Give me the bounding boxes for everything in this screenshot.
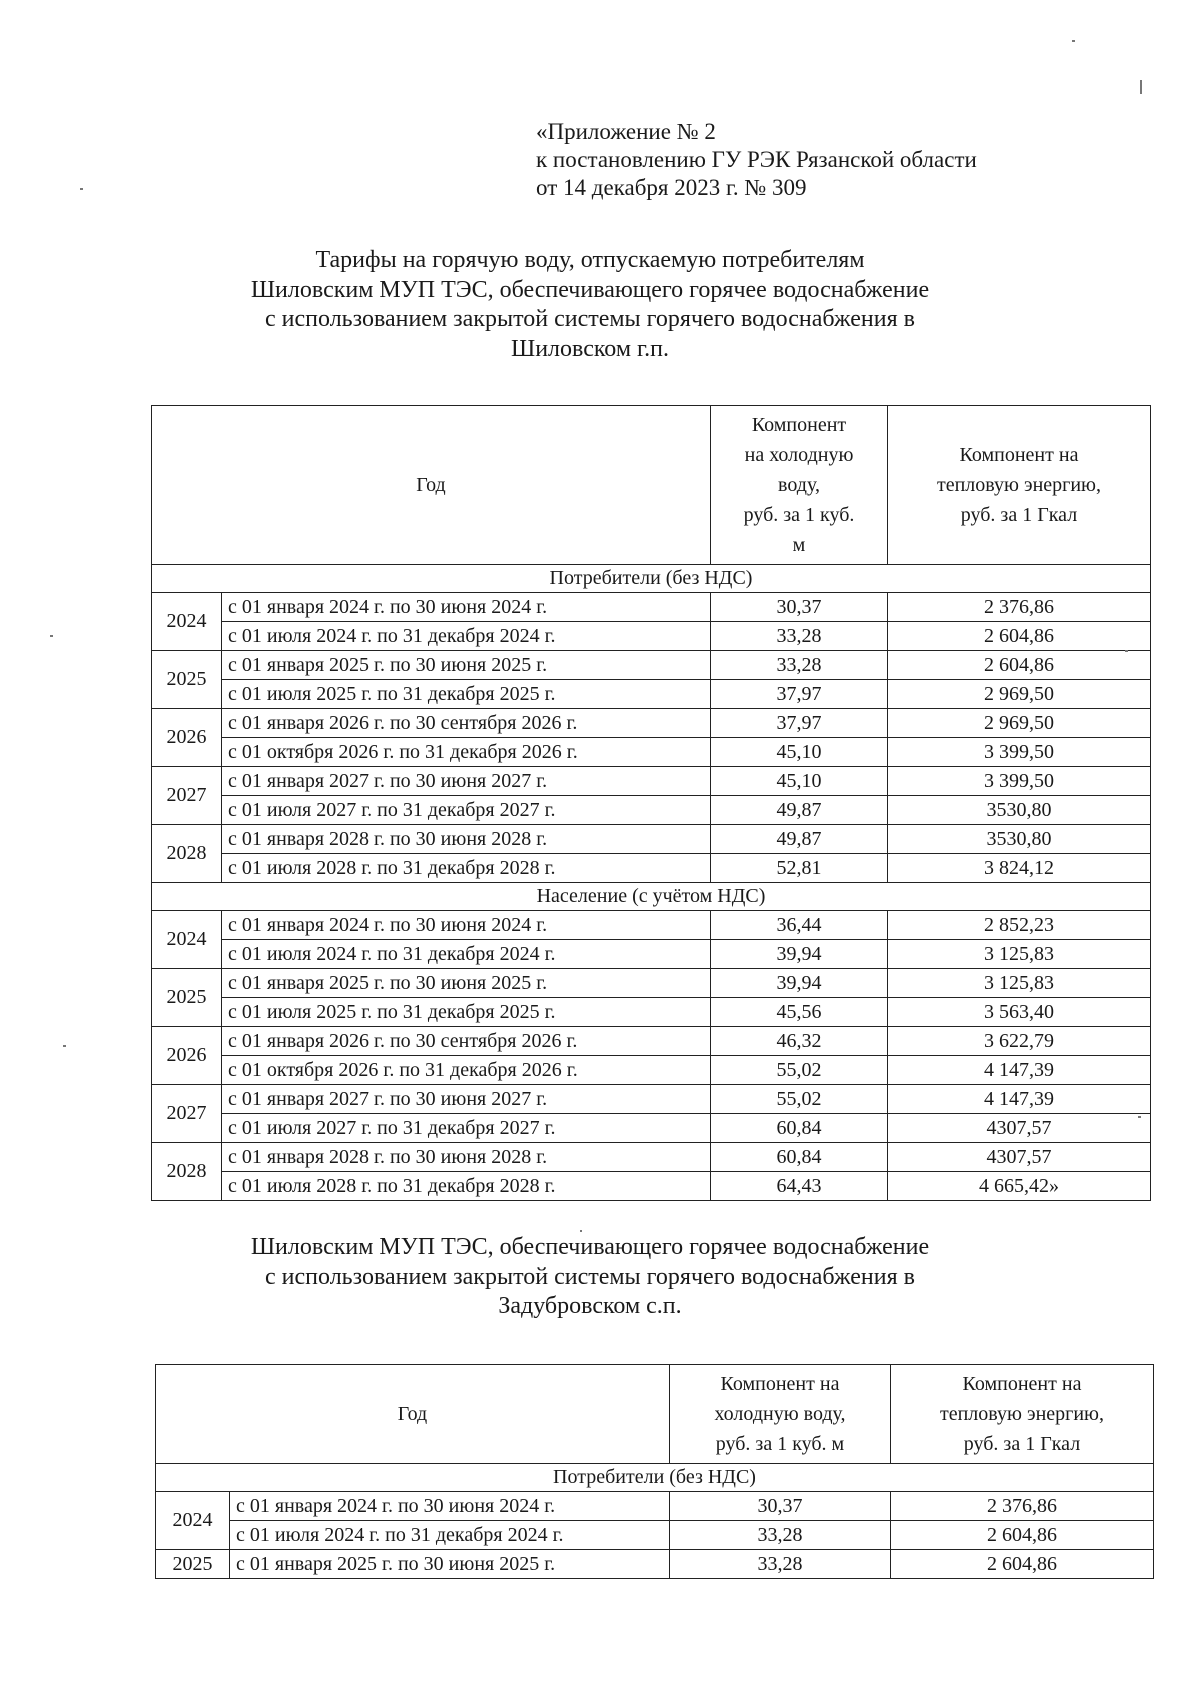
title-line: Шиловским МУП ТЭС, обеспечивающего горячее водоснабжение — [250, 276, 930, 303]
header-text: Компонент на — [962, 1373, 1082, 1395]
period-cell: с 01 января 2025 г. по 30 июня 2025 г. — [222, 969, 711, 998]
heat-energy-cell: 2 969,50 — [888, 680, 1151, 709]
heat-energy-cell: 4307,57 — [888, 1114, 1151, 1143]
table-row — [152, 911, 1151, 940]
table-row — [152, 1056, 1151, 1085]
scan-speck — [580, 1230, 582, 1232]
scan-speck — [1072, 40, 1075, 42]
title-line: Задубровском с.п. — [498, 1293, 682, 1319]
scan-speck — [63, 1045, 66, 1047]
heat-energy-cell: 3 622,79 — [888, 1027, 1151, 1056]
header-text: Компонент — [751, 414, 847, 436]
header-year: Год — [152, 406, 711, 565]
period-cell: с 01 июля 2025 г. по 31 декабря 2025 г. — [222, 680, 711, 709]
appendix-line: к постановлению ГУ РЭК Рязанской области — [536, 147, 977, 172]
year-cell: 2028 — [152, 1143, 222, 1201]
year-cell: 2025 — [156, 1550, 230, 1579]
year-cell: 2026 — [152, 1027, 222, 1085]
header-text: тепловую энергию, — [936, 474, 1101, 496]
cold-water-cell: 39,94 — [711, 969, 888, 998]
scan-speck — [1125, 650, 1128, 652]
title-line: Шиловском г.п. — [510, 335, 670, 362]
table-row — [152, 969, 1151, 998]
cold-water-cell: 37,97 — [711, 680, 888, 709]
cold-water-cell: 39,94 — [711, 940, 888, 969]
table-row — [152, 709, 1151, 738]
table-row — [152, 796, 1151, 825]
heat-energy-cell: 2 376,86 — [888, 593, 1151, 622]
cold-water-cell: 64,43 — [711, 1172, 888, 1201]
header-text: руб. за 1 куб. м — [715, 1433, 845, 1455]
period-cell: с 01 июля 2028 г. по 31 декабря 2028 г. — [222, 1172, 711, 1201]
table-row — [152, 651, 1151, 680]
year-cell: 2024 — [152, 911, 222, 969]
period-cell: с 01 июля 2025 г. по 31 декабря 2025 г. — [222, 998, 711, 1027]
heat-energy-cell: 3530,80 — [888, 825, 1151, 854]
section-row — [152, 565, 1151, 593]
heat-energy-cell: 4 147,39 — [888, 1085, 1151, 1114]
table-row — [152, 593, 1151, 622]
heat-energy-cell: 3 125,83 — [888, 940, 1151, 969]
header-text: руб. за 1 Гкал — [963, 1433, 1081, 1455]
period-cell: с 01 января 2027 г. по 30 июня 2027 г. — [222, 1085, 711, 1114]
table-header-row — [152, 406, 1151, 565]
period-cell: с 01 января 2025 г. по 30 июня 2025 г. — [222, 651, 711, 680]
section-label: Население (с учётом НДС) — [152, 883, 1151, 911]
cold-water-cell: 55,02 — [711, 1056, 888, 1085]
year-cell: 2024 — [156, 1492, 230, 1550]
cold-water-cell: 49,87 — [711, 825, 888, 854]
period-cell: с 01 июля 2027 г. по 31 декабря 2027 г. — [222, 796, 711, 825]
table-row — [152, 622, 1151, 651]
appendix-line: от 14 декабря 2023 г. № 309 — [536, 175, 807, 200]
document-title — [150, 246, 1030, 364]
table-row — [156, 1550, 1154, 1579]
heat-energy-cell: 3 399,50 — [888, 738, 1151, 767]
title-line: Тарифы на горячую воду, отпускаемую потребителям — [315, 247, 865, 273]
cold-water-cell: 33,28 — [670, 1521, 891, 1550]
title-line: с использованием закрытой системы горячего водоснабжения в — [265, 1263, 915, 1290]
heat-energy-cell: 3 824,12 — [888, 854, 1151, 883]
cold-water-cell: 30,37 — [670, 1492, 891, 1521]
heat-energy-cell: 4 665,42» — [888, 1172, 1151, 1201]
year-cell: 2027 — [152, 767, 222, 825]
section-label: Потребители (без НДС) — [156, 1464, 1154, 1492]
year-cell: 2026 — [152, 709, 222, 767]
heat-energy-cell: 3 563,40 — [888, 998, 1151, 1027]
heat-energy-cell: 2 852,23 — [888, 911, 1151, 940]
header-heat-energy — [891, 1365, 1154, 1464]
heat-energy-cell: 3 125,83 — [888, 969, 1151, 998]
cold-water-cell: 33,28 — [711, 651, 888, 680]
header-text: м — [792, 534, 806, 556]
cold-water-cell: 49,87 — [711, 796, 888, 825]
period-cell: с 01 января 2024 г. по 30 июня 2024 г. — [222, 911, 711, 940]
header-text: руб. за 1 Гкал — [960, 504, 1078, 526]
table-row — [152, 1027, 1151, 1056]
header-text: на холодную — [744, 444, 854, 466]
section-title — [150, 1233, 1030, 1322]
title-line: Шиловским МУП ТЭС, обеспечивающего горячее водоснабжение — [250, 1234, 930, 1260]
header-year: Год — [156, 1365, 670, 1464]
table-row — [152, 998, 1151, 1027]
period-cell: с 01 января 2027 г. по 30 июня 2027 г. — [222, 767, 711, 796]
scan-speck — [1138, 1116, 1141, 1118]
year-cell: 2027 — [152, 1085, 222, 1143]
header-text: Компонент на — [720, 1373, 840, 1395]
scan-speck — [50, 635, 53, 637]
header-text: руб. за 1 куб. — [743, 504, 855, 526]
table-row — [156, 1521, 1154, 1550]
table-row — [152, 1172, 1151, 1201]
period-cell: с 01 июля 2028 г. по 31 декабря 2028 г. — [222, 854, 711, 883]
table-row — [152, 825, 1151, 854]
cold-water-cell: 30,37 — [711, 593, 888, 622]
period-cell: с 01 июля 2024 г. по 31 декабря 2024 г. — [222, 622, 711, 651]
cold-water-cell: 45,10 — [711, 767, 888, 796]
title-line: с использованием закрытой системы горячего водоснабжения в — [265, 306, 915, 332]
cold-water-cell: 46,32 — [711, 1027, 888, 1056]
period-cell: с 01 января 2026 г. по 30 сентября 2026 г. — [222, 709, 711, 738]
period-cell: с 01 января 2025 г. по 30 июня 2025 г. — [230, 1550, 670, 1579]
year-cell: 2024 — [152, 593, 222, 651]
appendix-header — [536, 118, 977, 202]
cold-water-cell: 37,97 — [711, 709, 888, 738]
tariff-table-shilovo — [151, 405, 1151, 1201]
header-cold-water — [711, 406, 888, 565]
header-heat-energy — [888, 406, 1151, 565]
period-cell: с 01 октября 2026 г. по 31 декабря 2026 г. — [222, 1056, 711, 1085]
cold-water-cell: 45,56 — [711, 998, 888, 1027]
section-row — [152, 883, 1151, 911]
period-cell: с 01 января 2024 г. по 30 июня 2024 г. — [230, 1492, 670, 1521]
cold-water-cell: 36,44 — [711, 911, 888, 940]
table-row — [152, 1114, 1151, 1143]
heat-energy-cell: 2 376,86 — [891, 1492, 1154, 1521]
period-cell: с 01 января 2028 г. по 30 июня 2028 г. — [222, 825, 711, 854]
table-row — [152, 854, 1151, 883]
cold-water-cell: 52,81 — [711, 854, 888, 883]
heat-energy-cell: 3 399,50 — [888, 767, 1151, 796]
year-cell: 2025 — [152, 651, 222, 709]
section-row — [156, 1464, 1154, 1492]
table-row — [152, 940, 1151, 969]
header-text: холодную воду, — [714, 1403, 846, 1425]
period-cell: с 01 июля 2024 г. по 31 декабря 2024 г. — [222, 940, 711, 969]
table-row — [152, 767, 1151, 796]
scan-speck — [1140, 80, 1142, 94]
header-cold-water — [670, 1365, 891, 1464]
heat-energy-cell: 2 604,86 — [891, 1521, 1154, 1550]
appendix-line: «Приложение № 2 — [536, 119, 716, 144]
cold-water-cell: 33,28 — [670, 1550, 891, 1579]
period-cell: с 01 октября 2026 г. по 31 декабря 2026 г. — [222, 738, 711, 767]
table-row — [156, 1492, 1154, 1521]
cold-water-cell: 60,84 — [711, 1114, 888, 1143]
period-cell: с 01 января 2028 г. по 30 июня 2028 г. — [222, 1143, 711, 1172]
year-cell: 2025 — [152, 969, 222, 1027]
tariff-table-zadubrovo — [155, 1364, 1154, 1579]
header-text: тепловую энергию, — [939, 1403, 1104, 1425]
cold-water-cell: 60,84 — [711, 1143, 888, 1172]
heat-energy-cell: 4 147,39 — [888, 1056, 1151, 1085]
period-cell: с 01 января 2024 г. по 30 июня 2024 г. — [222, 593, 711, 622]
heat-energy-cell: 2 969,50 — [888, 709, 1151, 738]
heat-energy-cell: 3530,80 — [888, 796, 1151, 825]
year-cell: 2028 — [152, 825, 222, 883]
table-header-row — [156, 1365, 1154, 1464]
header-text: Компонент на — [959, 444, 1079, 466]
table-row — [152, 1085, 1151, 1114]
heat-energy-cell: 2 604,86 — [888, 622, 1151, 651]
heat-energy-cell: 2 604,86 — [888, 651, 1151, 680]
cold-water-cell: 45,10 — [711, 738, 888, 767]
cold-water-cell: 55,02 — [711, 1085, 888, 1114]
table-row — [152, 738, 1151, 767]
table-row — [152, 680, 1151, 709]
period-cell: с 01 июля 2024 г. по 31 декабря 2024 г. — [230, 1521, 670, 1550]
heat-energy-cell: 2 604,86 — [891, 1550, 1154, 1579]
header-text: воду, — [778, 474, 820, 496]
cold-water-cell: 33,28 — [711, 622, 888, 651]
heat-energy-cell: 4307,57 — [888, 1143, 1151, 1172]
table-row — [152, 1143, 1151, 1172]
section-label: Потребители (без НДС) — [152, 565, 1151, 593]
scan-speck — [80, 188, 83, 190]
period-cell: с 01 января 2026 г. по 30 сентября 2026 г. — [222, 1027, 711, 1056]
period-cell: с 01 июля 2027 г. по 31 декабря 2027 г. — [222, 1114, 711, 1143]
